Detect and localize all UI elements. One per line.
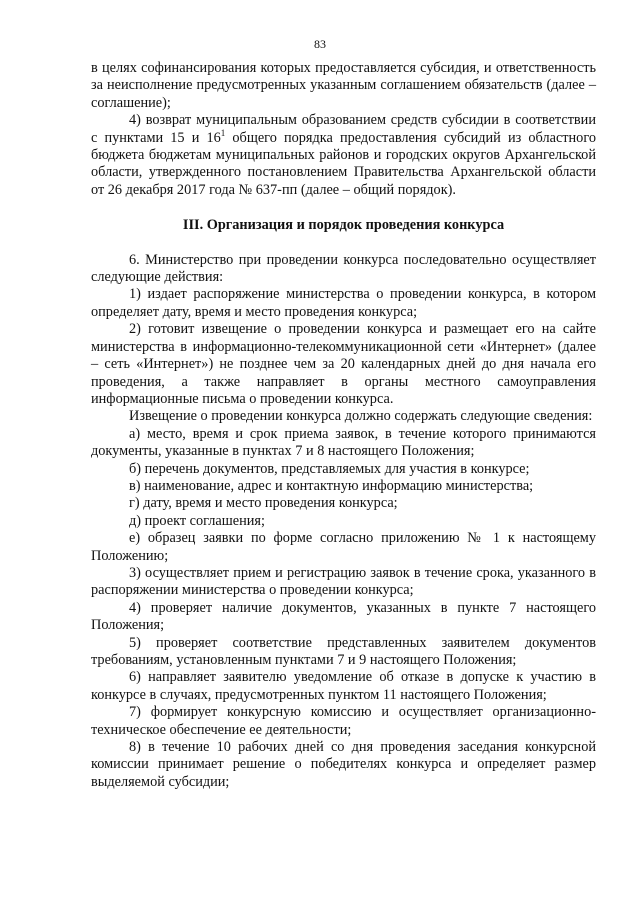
list-item-a: а) место, время и срок приема заявок, в течение которого принимаются документы, указанные в пунктах 7 и 8 настоящего Положения; — [91, 425, 596, 460]
document-body — [91, 60, 596, 791]
list-item-8: 8) в течение 10 рабочих дней со дня проведения заседания конкурсной комиссии принимает решение о победителях конкурса и определяет размер выделяемой субсидии; — [91, 739, 596, 790]
footnote-superscript: 1 — [220, 127, 226, 138]
list-item-v: в) наименование, адрес и контактную информацию министерства; — [129, 477, 534, 494]
list-item-e: е) образец заявки по форме согласно приложению № 1 к настоящему Положению; — [91, 530, 596, 564]
list-item-1: 1) издает распоряжение министерства о проведении конкурса, в котором определяет дату, время и место проведения конкурса; — [91, 286, 596, 320]
list-item-g: г) дату, время и место проведения конкурса; — [129, 495, 398, 512]
list-item-3: 3) осуществляет прием и регистрацию заявок в течение срока, указанного в распоряжении министерства о проведении конкурса; — [91, 564, 596, 599]
page-number: 83 — [314, 37, 326, 51]
paragraph-6-intro: 6. Министерство при проведении конкурса последовательно осуществляет следующие действия: — [91, 251, 596, 286]
section-heading: III. Организация и порядок проведения конкурса — [182, 217, 505, 234]
list-item-5: 5) проверяет соответствие представленных заявителем документов требованиям, установленным пунктами 7 и 9 настоящего Положения; — [91, 634, 596, 668]
notice-intro: Извещение о проведении конкурса должно содержать следующие сведения: — [129, 408, 593, 425]
list-item-7: 7) формирует конкурсную комиссию и осуществляет организационно-техническое обеспечение ее деятельности; — [91, 704, 596, 738]
paragraph-continuation: в целях софинансирования которых предоставляется субсидия, и ответственность за неисполнение предусмотренных указанным соглашением обязательств (далее – соглашение); — [91, 60, 596, 111]
list-item-6: 6) направляет заявителю уведомление об отказе в допуске к участию в конкурсе в случаях, предусмотренных пунктом 11 настоящего Положения; — [91, 669, 596, 703]
paragraph-item-4-text-a: 4) возврат муниципальным образованием средств субсидии в соответствии с пунктами 15 и 16 — [91, 112, 596, 146]
list-item-d: д) проект соглашения; — [129, 512, 265, 529]
list-item-2: 2) готовит извещение о проведении конкурса и размещает его на сайте министерства в информационно-телекоммуникационной сети «Интернет» (далее – сеть «Интернет») не позднее чем за 20 календарных дней до дня начала его проведения, а также направляет в органы местного самоуправления информационные письма о проведении конкурса. — [91, 321, 596, 407]
list-item-b: б) перечень документов, представляемых для участия в конкурсе; — [129, 460, 530, 477]
list-item-4: 4) проверяет наличие документов, указанных в пункте 7 настоящего Положения; — [91, 599, 596, 634]
paragraph-item-4-text-b: общего порядка предоставления субсидий из областного бюджета бюджетам муниципальных районов и городских округов Архангельской области, утвержденного постановлением Правительства Архангельской области от 26 декабря 2017 года № 637-пп (далее – общий порядок). — [91, 129, 596, 198]
paragraph-item-4 — [91, 112, 596, 199]
